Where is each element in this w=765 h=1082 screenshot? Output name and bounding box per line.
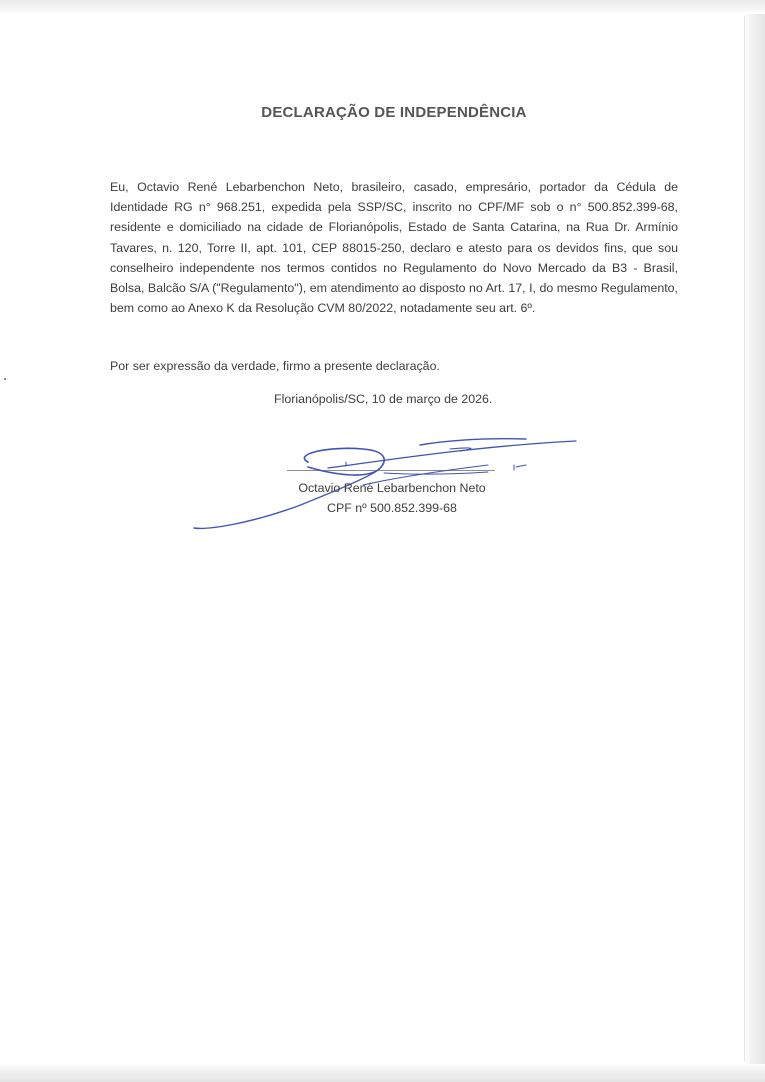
scan-right-edge: [743, 14, 765, 1064]
document-title: DECLARAÇÃO DE INDEPENDÊNCIA: [261, 104, 527, 121]
scan-speck: [4, 378, 6, 380]
place-and-date: Florianópolis/SC, 10 de março de 2026.: [274, 392, 493, 406]
signatory-cpf: CPF nº 500.852.399-68: [327, 501, 457, 515]
scan-top-edge: [0, 0, 765, 14]
signatory-name: Octavio René Lebarbenchon Neto: [298, 481, 486, 495]
closing-statement: Por ser expressão da verdade, firmo a presente declaração.: [110, 359, 440, 373]
declaration-paragraph: Eu, Octavio René Lebarbenchon Neto, brasileiro, casado, empresário, portador da Cédula de Identidade RG n° 968.251, expedida pela SSP/SC, inscrito no CPF/MF sob o n° 500.852.399-68, residente e domiciliado na cidade de Florianópolis, Estado de Santa Catarina, na Rua Dr. Armínio Tavares, n. 120, Torre II, apt. 101, CEP 88015-250, declaro e atesto para os devidos fins, que sou conselheiro independente nos termos contidos no Regulamento do Novo Mercado da B3 - Brasil, Bolsa, Balcão S/A ("Regulamento"), em atendimento ao disposto no Art. 17, I, do mesmo Regulamento, bem como ao Anexo K da Resolução CVM 80/2022, notadamente seu art. 6º.: [110, 180, 678, 316]
scan-bottom-edge: [0, 1064, 765, 1082]
scan-right-border: [744, 16, 745, 1061]
